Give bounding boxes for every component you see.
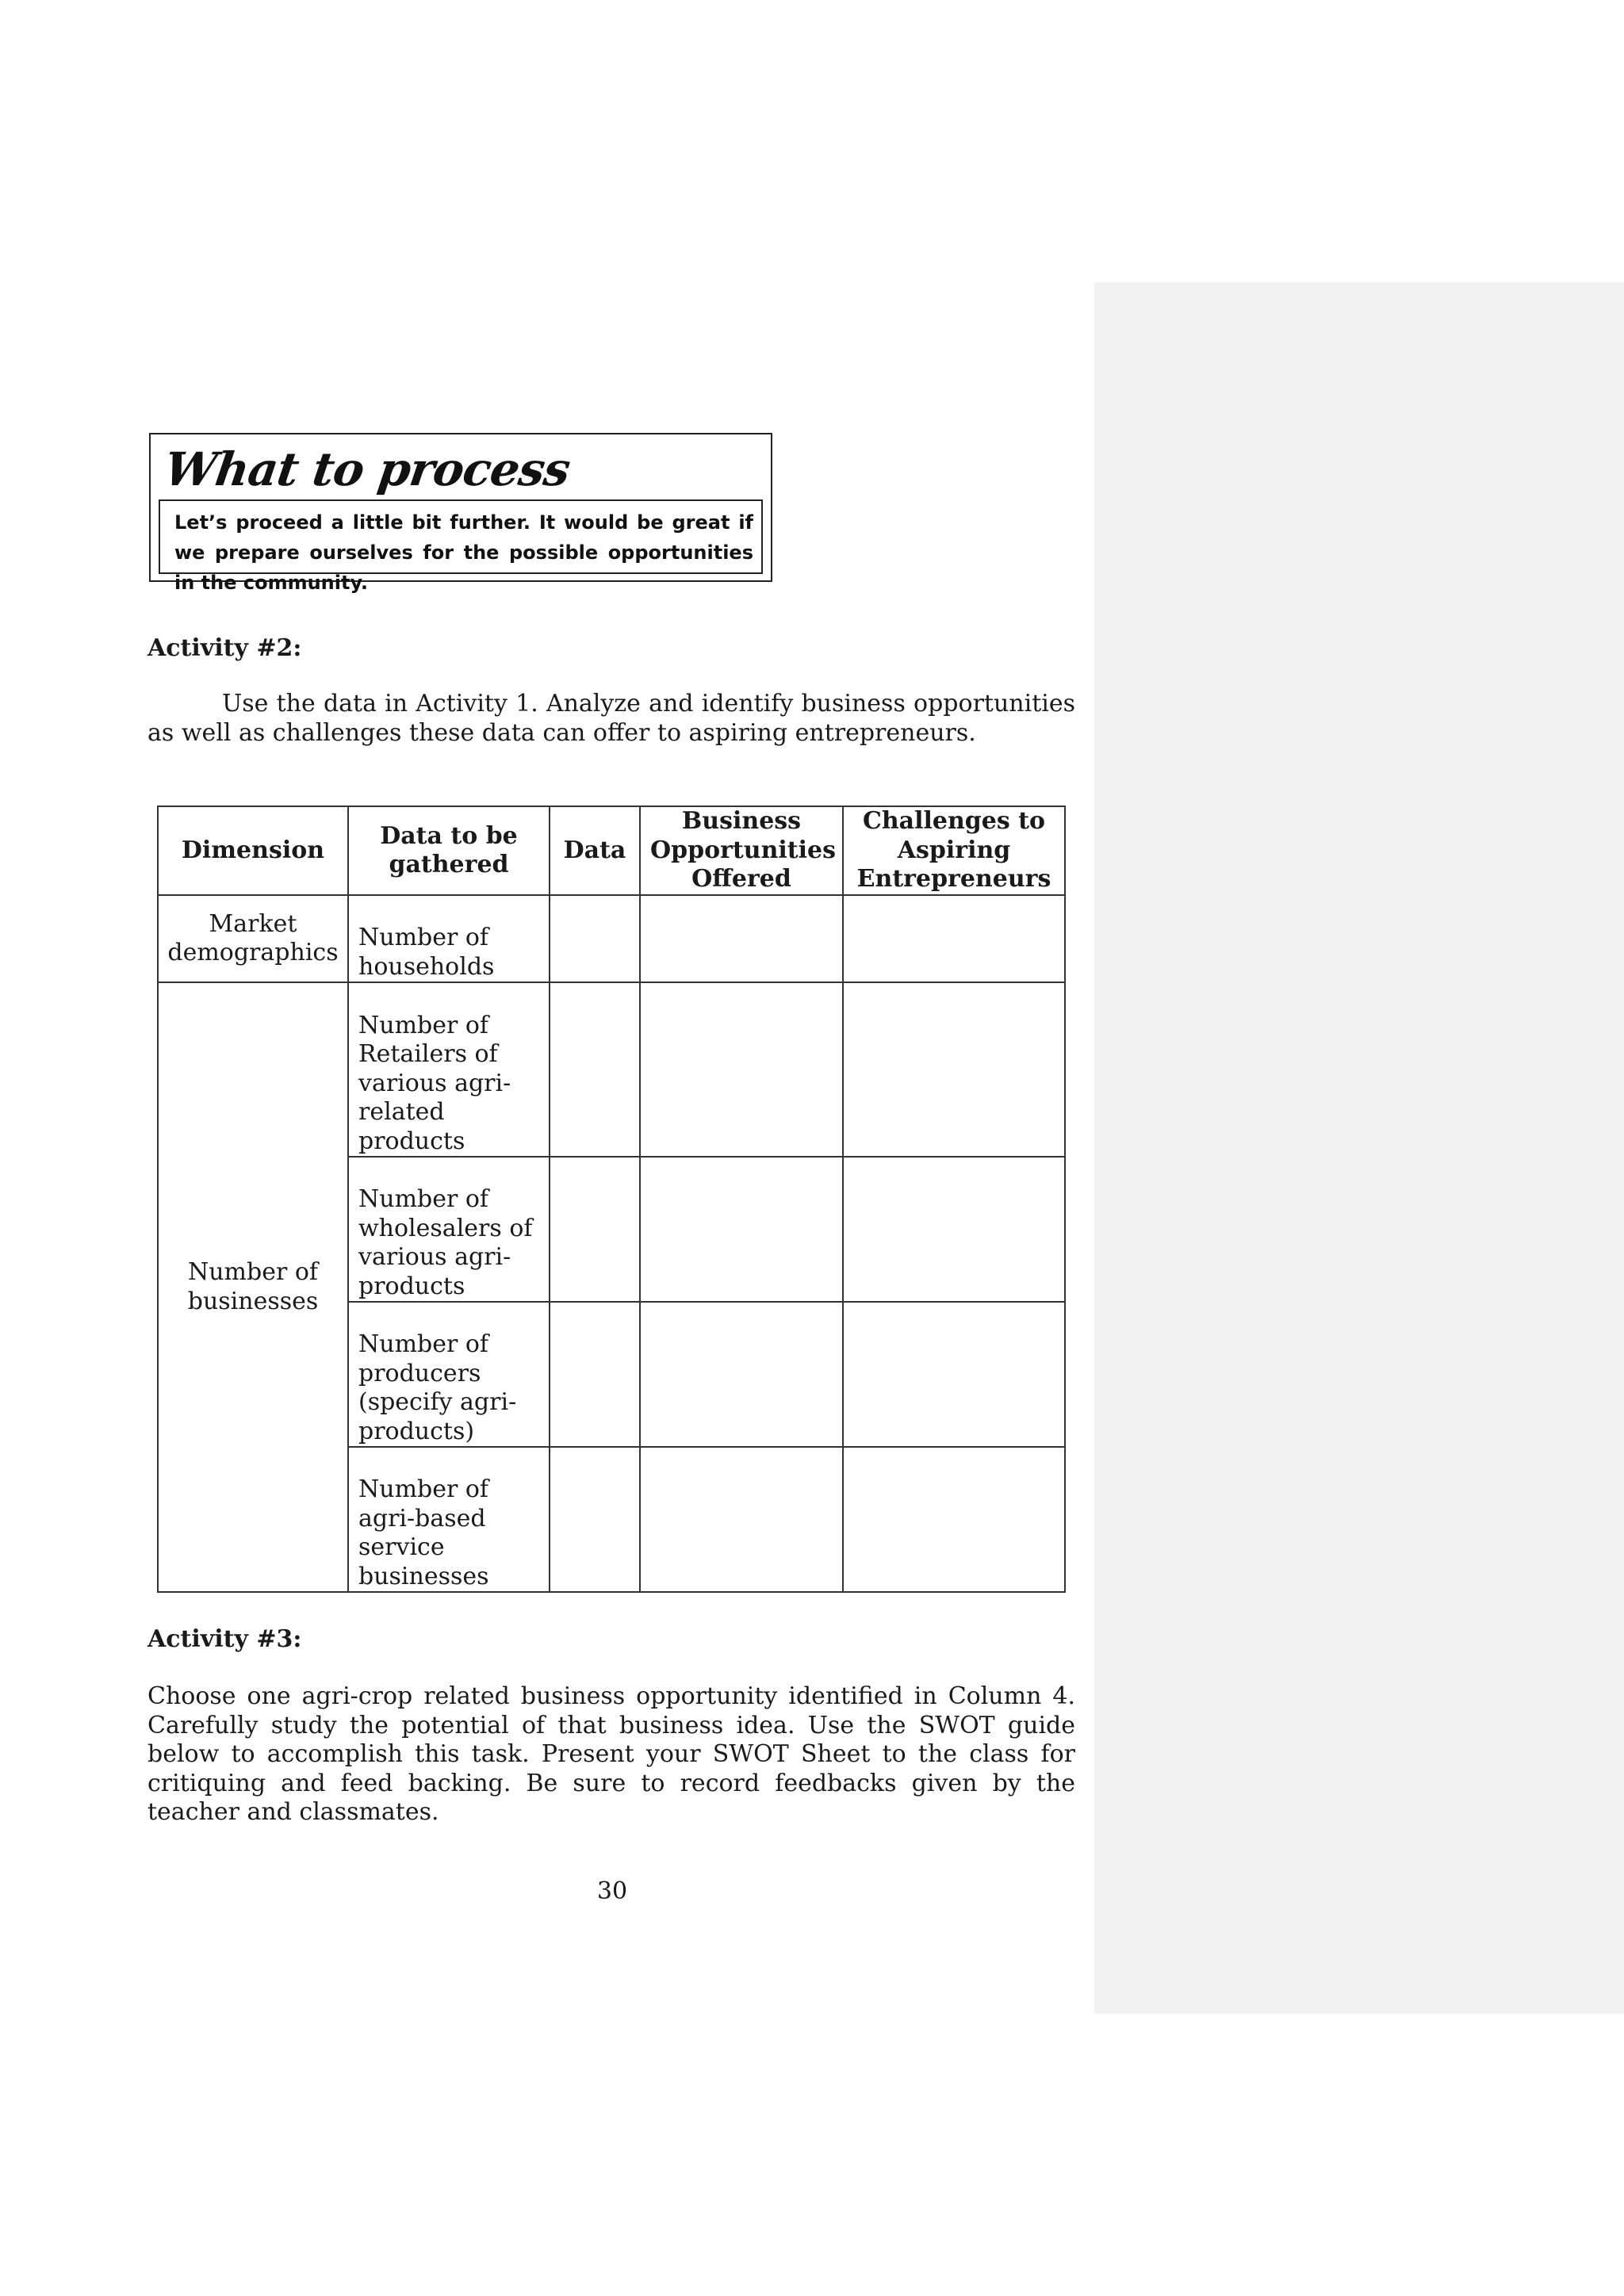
- data-to-gather-cell: Number of Retailers of various agri-related products: [348, 982, 550, 1157]
- data-cell[interactable]: [550, 982, 640, 1157]
- banner-title: What to process: [161, 442, 573, 496]
- table-row: [158, 895, 1065, 982]
- table-row: [158, 982, 1065, 1157]
- header-data-to-be-gathered: Data to be gathered: [348, 806, 550, 895]
- activity-3-instructions: Choose one agri-crop related business opportunity identified in Column 4. Carefully study the potential of that business idea. Use the SWOT guide below to accomplish this task. Present your SWOT Sheet to the class for critiquing and feed backing. Be sure to record feedbacks given by the teacher and classmates.: [147, 1682, 1075, 1826]
- section-banner: [149, 433, 772, 594]
- data-to-gather-cell: Number of agri-based service businesses: [348, 1447, 550, 1592]
- banner-subtitle: Let’s proceed a little bit further. It would be great if we prepare ourselves for the possible opportunities in the community.: [159, 499, 763, 574]
- opportunities-table: [157, 806, 1066, 1593]
- data-to-gather-cell: Number of producers (specify agri-products): [348, 1302, 550, 1447]
- data-cell[interactable]: [550, 1302, 640, 1447]
- data-cell[interactable]: [550, 1447, 640, 1592]
- challenges-cell[interactable]: [843, 1447, 1065, 1592]
- data-cell[interactable]: [550, 1157, 640, 1302]
- header-challenges: Challenges to Aspiring Entrepreneurs: [843, 806, 1065, 895]
- challenges-cell[interactable]: [843, 1302, 1065, 1447]
- data-cell[interactable]: [550, 895, 640, 982]
- header-dimension: Dimension: [158, 806, 348, 895]
- opportunities-cell[interactable]: [640, 1302, 843, 1447]
- header-data: Data: [550, 806, 640, 895]
- comment-pane: [1094, 282, 1624, 2014]
- dimension-cell: Number of businesses: [158, 982, 348, 1592]
- page-number: 30: [596, 1877, 628, 1905]
- opportunities-cell[interactable]: [640, 895, 843, 982]
- challenges-cell[interactable]: [843, 1157, 1065, 1302]
- activity-2-heading: Activity #2:: [147, 634, 302, 662]
- data-to-gather-cell: Number of wholesalers of various agri-products: [348, 1157, 550, 1302]
- activity-2-instructions: Use the data in Activity 1. Analyze and identify business opportunities as well as challenges these data can offer to aspiring entrepreneurs.: [147, 690, 1075, 747]
- challenges-cell[interactable]: [843, 982, 1065, 1157]
- activity-3-heading: Activity #3:: [147, 1625, 302, 1653]
- opportunities-cell[interactable]: [640, 982, 843, 1157]
- header-business-opportunities: Business Opportunities Offered: [640, 806, 843, 895]
- table-header-row: [158, 806, 1065, 895]
- opportunities-cell[interactable]: [640, 1447, 843, 1592]
- opportunities-cell[interactable]: [640, 1157, 843, 1302]
- data-to-gather-cell: Number of households: [348, 895, 550, 982]
- challenges-cell[interactable]: [843, 895, 1065, 982]
- dimension-cell: Market demographics: [158, 895, 348, 982]
